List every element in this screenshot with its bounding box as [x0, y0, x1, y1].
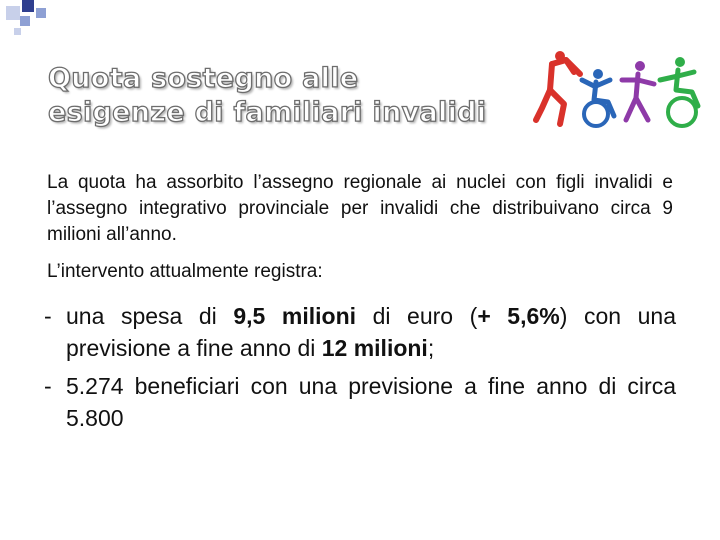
bullet1-text-c: ) con una previsione a fine anno di — [66, 303, 677, 361]
bullet-list — [44, 300, 676, 440]
bullet1-text-d: ; — [427, 335, 435, 361]
title-line-2: esigenze di familiari invalidi — [48, 97, 487, 128]
bullet1-percent: + 5,6% — [477, 303, 560, 329]
bullet1-text-b: di euro ( — [356, 303, 478, 329]
list-item — [44, 370, 676, 434]
intro-paragraph: La quota ha assorbito l’assegno regionale ai nuclei con figli invalidi e l’assegno integrativo provinciale per invalidi che distribuivano circa 9 milioni all’anno. — [47, 172, 673, 245]
bullet-marker: - — [44, 373, 52, 399]
lead-paragraph: L’intervento attualmente registra: — [47, 261, 323, 282]
bullet2-text: 5.274 beneficiari con una previsione a fine anno di circa 5.800 — [66, 373, 676, 431]
title-line-1: Quota sostegno alle — [48, 63, 359, 94]
corner-decoration — [0, 0, 60, 40]
slide-title — [48, 62, 538, 130]
list-item — [44, 300, 676, 364]
disability-people-icon — [530, 50, 710, 134]
bullet1-forecast: 12 milioni — [321, 335, 428, 361]
bullet1-amount: 9,5 milioni — [233, 303, 357, 329]
bullet-marker: - — [44, 303, 52, 329]
bullet1-text-a: una spesa di — [66, 303, 234, 329]
